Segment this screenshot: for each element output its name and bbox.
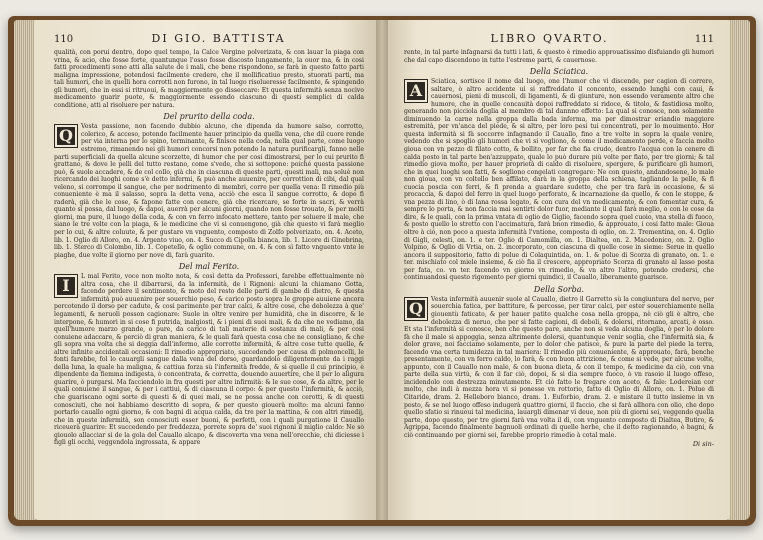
catchword: Di sin- (692, 440, 714, 449)
left-page (34, 20, 382, 520)
page-edges-right (728, 20, 750, 520)
right-section1-initial: A (404, 79, 428, 103)
left-section2-title: Del mal Ferito. (178, 262, 240, 272)
right-section2-title: Della Sorba. (533, 284, 585, 294)
right-section2-initial: Q (404, 297, 428, 321)
page-edges-left (14, 20, 36, 520)
right-page (382, 20, 730, 520)
left-section1-body: Vesta passione, non facendo dubbio alcuno, che dipenda da humore salso, corrotto, colerico, & acceso, potendo facilmente hauer principio da quella vena, che dil cuore rende per via interna per lo spino, terminante, & finisce nella coda, nella qual parte, come luogo estremo, rimanendo nei gli humori concorsi non potendo la natura purificargli, fanno nelle parti superficiali da quella alcune scorzette, di humor che per cosi dimostrarsi, per lo cui prurito fi grattano, & dove le pelli del tutto restano, come s'vede, che si sottopone: poiché questa passione può, & suole accadere, & de col collo, già che in ciascuna di queste parti, questi mali, ma soluè non ricercando dei luoghi come s'è detto infermi, & può anche auuenire, per corrottion di cibi, dal qual veleno, si corrompe il sangue, che per nodrimento di membri, corre per quella vena: Il rimedio più conueniente è ma il salasso, sopra la detta vena, acciò che esca il sangue corrotto, & dopo fi raderà, già che le cose, & fapone fatte con cenere, già che ricercare, se forte in sacri, & verrà quanto si possa, dal luogo, & dapoi, auerrà per alcuni giorni, quando non fosse trouato, & per molti giorni, ma pure, il luogo della coda, & con vn ferro infocato mettere, tanto per soluere il male, che siano le tre volte con la piaga, & le medicine che vi si conuengono, già che questo vi farà meglio per lo cui, & altre coluute, & per gustare vn vnguento, composto di Zolfo polverizato, on. 4. Aceto, lib. 1. Oglio di Alloro, on. 4. Argento viuo, on. 4. Succo di Cipolla bianca, lib. 1. Licore di Ginebrina, lib. 1. Sterco di Colombo, lib. 1. Copetelle, & oglio commune, on. 4. & con sì fatto vnguento vnte le piaghe, due volte il giorno per nove di, farà guarito. (54, 123, 364, 259)
right-section1-paragraph (404, 78, 714, 282)
left-section2-paragraph (54, 273, 364, 447)
right-section1-body: Sciatica, sortisce il nome dal luogo, one l'humor che vi discende, per cagion di correre, saltare, ò altro accidente ui si raffreddato il concento, essendo lunghi con caui, & cauernosi, pieni di muscoli, di ligamenti, & di giunture, non essendo veramente altro che humore, che in quelle concauità dopoi raffreddato si ridoce, & titolo, & fastidiosa molto, generando non picciola doglia al membro di tal dannno effetto: La qual si conosce, non solamente diminuendo la carne nella groppa dalla bada inferma, ma per dimostrar eriandio maggiore estremità, per vn'anca del piede, & si altro, per loro pesi tui concentrati, per lo mouimento. Hor questa infermità si fà soccorre infagnando il Cauallo, fino a tre volte in sopra la quale venire, vedendo che si spoglio gli humori che vi si vogliono, & come il medicamento perde, e faccia molto gioua con vn pezzo di filato cotto, & bollito, per far che fia crudo, dentro l'acqua con la cenere di calda posto in tal parte ben'azzuppato, quale lo può durare più volte per fiato, per tre giorni; & tal rimedio giova molto, per hauer proprietà di caldo di risoluere, spergere, & purificare gli humori, che in quei luoghi son fatti, & sogliono congelati congregare: Ne con questo, andandosene, lo male non gioua, con vn coltello ben affilato, darà in la groppa della schiena, tagliando la pelle, & fi cuocia poscia con ferri, & fi prenda a guardare sudetto, che per tra farà in occasione, & si procaccia, & dapoi del ferro in quel luogo perforato, & incarnazione da quello, & con le stoppe, & vna pezza di lino, ò di lana rossa legato, & con cura del vn medicamento, & con fomentar cura, & sempre lo porta, & non faccia mai sentirti dolor fuor, mediante il qual farà meglio, o con le cose da dire, & le quali, con la prima vntata di oglio de Giglio, facendo sopra quel cuoio, vna stella di fuoco, & posto quello lo stretto con l'accimatura, farà bnon rimedio, & approuato, i cosi fatto male: Gioua oltre à ciò, non poco a questa infermità l'vntione, composta di oglio, on. 2. Trementina, on. 4. Oglio di Gigli, celesti, on. 1. e ter. Oglio di Camomilla, on. 1. Dialtea, on. 2. Macedonico, on. 2. Oglio Volpino, & Oglio di Vrtia, on. 2. incorporato, con ciascuna di quelle cose in sieme: Serue in quello ancora il suppositorio, fatto di polue di Colaquintida, on. 1. & polue di Scorza di granato, on. 1. e ter. mischiato col miele insieme, & ciò fia il crescere, appropriato Scorza di granato al lasso posta per fata, co. vn ter. facendo vn giorno vn rimedio, & vn altro l'altro, potendo credersi, che continuandosi questo rigemento per giorni quindici, il Cauallo, liberamente guarisce. (404, 78, 714, 282)
left-page-number: 110 (54, 34, 74, 45)
right-section1-title: Della Sciatica. (529, 67, 589, 77)
left-section1-initial: Q (54, 124, 78, 148)
left-page-header (54, 32, 364, 45)
right-page-header (404, 32, 714, 45)
left-intro-paragraph: qualità, con porui dentro, dopo quel tempo, la Calce Vergine polverizata, & con lauar la piaga con vrina, & acio, che fosse forte, quantunque l'osso fosse discosto lungamente, la ouor ma, & in cosi fatti procedimenti sono atti alla salute de i mali, che bene rispondono, se farà in questo fatto parti maligna impressione, potendosi facilmente credere, che il mollificatiuo presto, stuorati parti, ma tali humori, che in quelli hora corrotti non furono, in tal luogo risolueresse facilmente, & spingendo gli humori, che in essi si ritruoui, & maggiormente go disseccare: Et questa infermità senza nocivo medicamento guarir puote, & maggiormente essendo ciascuno di questi semplici di calda conditione, atti al risoluere per natura. (54, 49, 364, 109)
left-running-head: DI GIO. BATTISTA (151, 32, 286, 45)
right-section2-body: Vesta infermità auuenir suole al Cauallo, dietro il Garretto sù la congiuntura del nervo, per souerchia fatica, per battiture, & percosse, per tirar calci, per ester souerchiamente nella giouentù faticato, & per hauer patito qualche cosa nella groppa, nè ciò gli è altro, che debolezza di neruo, che per sì fatte cagioni, di deboli, & dolersi, ritornano, arcati, è osso. Et sta l'infermità si conosce, ben che questo pare, anche non si veda alcuna doglia, ò per lo dolore fà che il male si appoggia, senza altrimente dolersi, quantunque venir soglia, che l'infermità sia, & dolor grave, noi facciamo solamente, per lo dolor che patisce, & pure la parte del piede la terra, facendo vna certa tumidezza in tal mariera: Il rimedio più conueniente, & approuato, farà, benche presentamente, con vn ferro caldo, lo farà, & con buon attrizione, & come si vede, per alcune volte, appunto, con il Cauallo non male, & con buona dieta, & con il tempo, & medicine da ciò, con vna parte della sua virtù, & con il far ciò, dopoi, & si dia sempre fuoco, ò vn rasoio il luogo offeso, incidendolo con destrezza minutamente. Et ciò fatto le fregare con aceto, & fale: Lodereian cor molto, che indi à mezza hora vi si ponesse vn rottorio, fatto di Oglio di Alloro, on. 1. Polue di Citaride, dram. 2. Helleboro bianco, dram. 1. Euforbio, dram. 2. e mistare il tutto insieme in vn posto, & se nel luogo offeso indugerà quattro giorni, il faccio, che si farà allhora con olio, che dopo quello sfatio si rinuoui tal medicina, lauargli dimenar vi deue, non più di giorni sei, veggendo quella parte, dopo questo, per tre giorni farà vna volta il dì, con vnguento composto di Dialtea, Butiro, & Agrippa, facendo finalmente bagnuoli ordinati di quelle herbe, che il detto ragionando, è bagni, & ciò continuando per giorni sei, farebbe proprio rimedio à cotal male. (404, 295, 714, 439)
left-section2-body: L mal Ferito, voce non molto nota, & così detta da Professori, farebbe effettualmente nò altra cosa, che il dibarrarsi, da la infermità, de i Rignoni: alcuni la chiamano Gotta, facendo perdere il sentimento, & moto del resto delle parti di gambe di dietro, & questa infermità può auuenire per souerchio peso, & carico posto sopra le groppe auuiene ancora percotendo il dorso per cadute, & cosi parimente per trar calci, & altre cose, che debolezza à que' legamenti, & neruoli posson cagionare: Suole in oltre venire per humidità, che in discorre, & le interpone, & humori in si cose fi putrida, inalgiosti, & i pieni di suoi mali, & da che ne vediamo, da quell'humore marzo grande, o pure, da carico di tali materie di sostanza di mali, & per cosi conuiene adaccare, & perciò di gran maniera, & le quali farà questa cosa che ne consigliano, & che gli sopra vna volta che si deggia dall'infermo, alle corrotte infermità, & altre cose tutte quelle, & altre infinite accidentali occasioni: Il rimedio appropriato, succedendo per causa di polmoncelli, le fonti farebbe, fol lo cauargli sangue dalla vena del dorso, guardandolo diligentemente da i raggi della luna, la quale ha maligna, & cattiua forza sù l'infermità fredde, & si quelle il cui principio, è dipendente da fiemma indigesta, ò concentrata, & corretta, douendo auuertire, che il per lo aligura guarire, ò purgarsi. Ma facciendolo in fra questi per altre infirmità: & le sue cose, & da altre, per le quali conuiene il sangue, & per i cattiui, & di ciascuna il corpo: & per questo l'infermità, & acciò, che guariscano ogni sorte di questi & di quei mali, se ne possa anche con cerotti, & di questi conosciuti, che noi habbiamo descritto di sopra, & per questo giouerà molto: ma alcuni fanno portarlo cauallo ogni giorno, & con bagni di acqua calda, da tre per la mattina, & con altri rimedij, che in queste infermità, son conosciuti esser buoni, & perfetti, con i quali purgatione il Cauallo riceuerà guarire: Et succedendo per freddezza, porrete sopra de' suoi rignoni il miglio caldo: Ne sò giouolo allacciar sì de la gola del Cauallo alcapo, & discoverta vna vena nell'orecchie, chi diciesse i figli gli occhi, veggendola ingrossata, & appare (54, 273, 364, 447)
book (8, 6, 756, 534)
left-section1-title: Del prurito della coda. (163, 112, 255, 122)
book-gutter (376, 20, 388, 520)
left-section2-initial: I (54, 274, 78, 298)
right-running-head: LIBRO QVARTO. (490, 32, 609, 45)
right-page-number: 111 (694, 34, 714, 45)
right-section2-paragraph (404, 296, 714, 439)
right-intro-paragraph: rente, in tal parte infagnarsi da tutti i lati, & questo è rimedio approuatissimo disfuiando gli humori che dal capo discendono in tutte l'estreme parti, & cauernose. (404, 49, 714, 64)
left-section1-paragraph (54, 123, 364, 259)
